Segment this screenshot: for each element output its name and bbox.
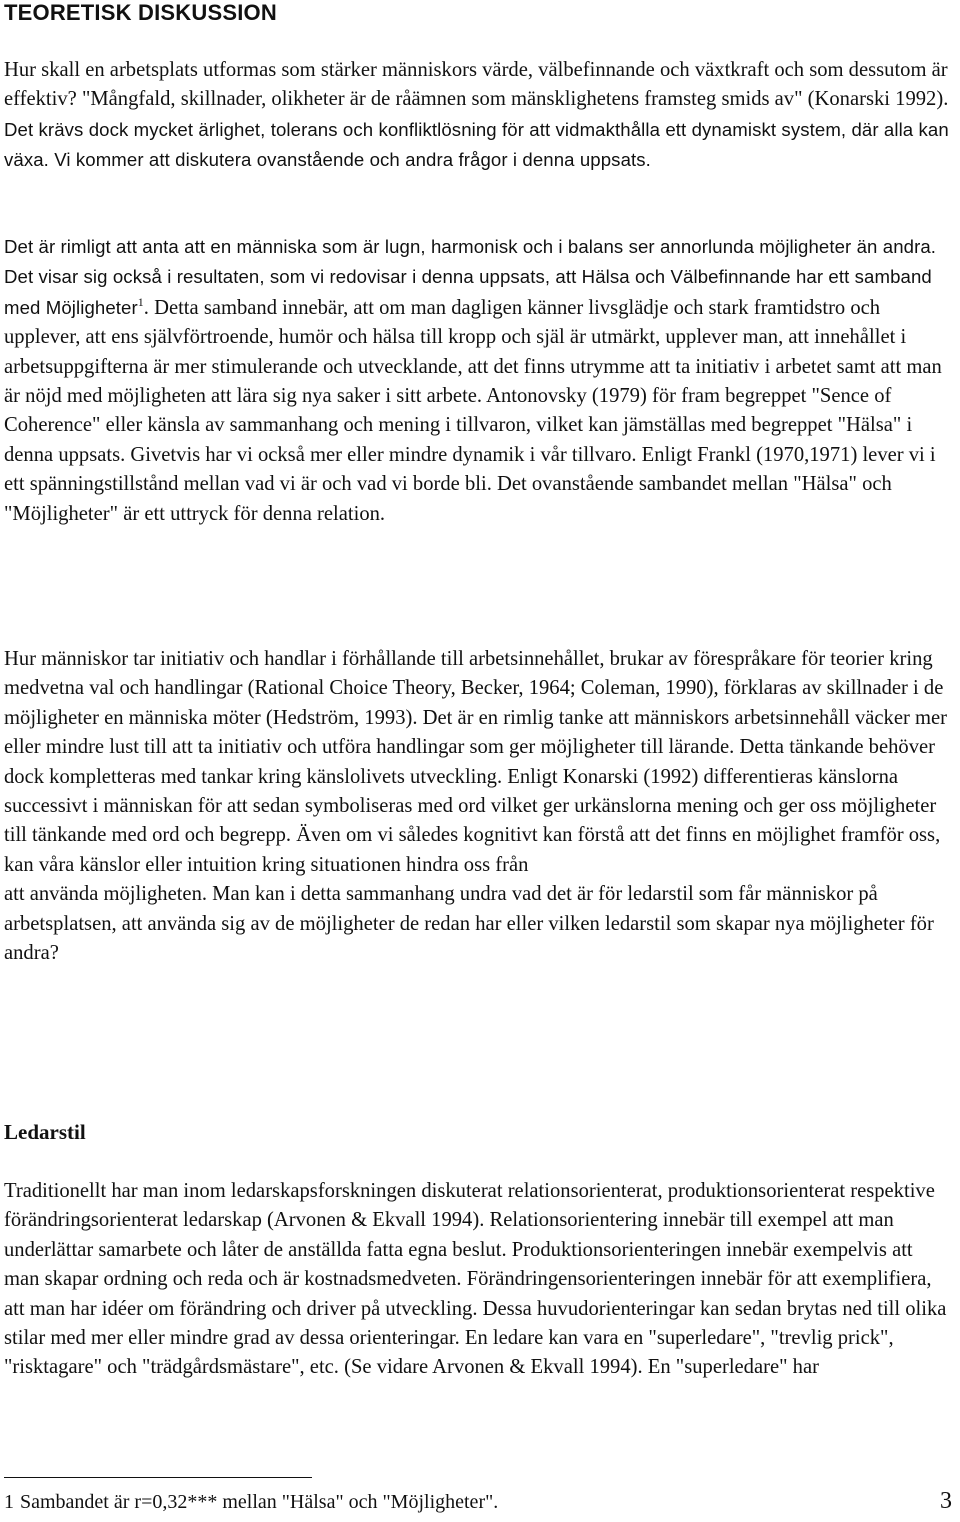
paragraph-health: [4, 232, 952, 529]
paragraph-health-serif: . Detta samband innebär, att om man dagligen känner livsglädje och stark framtidstro och upplever, att ens självförtroende, humör och hälsa till kropp och själ är utmärkt, upplever man, att innehållet i arbetsuppgifterna är mer stimulerande och utvecklande, att det finns utrymme att ta initiativ i arbetet samt att man är nöjd med möjligheten att lära sig nya saker i sitt arbete. Antonovsky (1979) för fram begreppet "Sence of Coherence" eller känsla av sammanhang och mening i tillvaron, vilket kan jämställas med begreppet "Hälsa" i denna uppsats. Givetvis har vi också mer eller mindre dynamik i vår tillvaro. Enligt Frankl (1970,1971) lever vi i ett spänningstillstånd mellan vad vi är och vad vi borde bli. Det ovanstående sambandet mellan "Hälsa" och "Möjligheter" är ett uttryck för denna relation.: [4, 296, 942, 525]
paragraph-intro-sans: Det krävs dock mycket ärlighet, tolerans och konfliktlösning för att vidmakthålla ett dynamiskt system, där alla kan växa. Vi kommer att diskutera ovanstående och andra frågor i denna uppsats.: [4, 118, 949, 171]
paragraph-health-sans: Det är rimligt att anta att en människa som är lugn, harmonisk och i balans ser annorlunda möjligheter än andra. Det visar sig också i resultaten, som vi redovisar i denna uppsats, att Hälsa och Välbefinnande har ett samband med Möjligheter: [4, 236, 937, 318]
subheading-ledarstil: Ledarstil: [4, 1120, 86, 1144]
footnote-divider: [4, 1477, 312, 1478]
footnote-text: Sambandet är r=0,32*** mellan "Hälsa" och "Möjligheter".: [20, 1491, 499, 1513]
paragraph-initiative: [4, 645, 952, 968]
paragraph-intro-serif: Hur skall en arbetsplats utformas som stärker människors värde, välbefinnande och växtkraft och som dessutom är effektiv? "Mångfald, skillnader, olikheter är de råämnen som mänsklighetens framsteg smids av" (Konarski 1992).: [4, 59, 949, 111]
paragraph-ledarstil: Traditionellt har man inom ledarskapsforskningen diskuterat relationsorienterat, produktionsorienterat respektive förändringsorienterat ledarskap (Arvonen & Ekvall 1994). Relationsorientering innebär till exempel att man underlättar samarbete och låter de anställda fatta egna beslut. Produktionsorienteringen innebär exempelvis att man skapar ordning och reda och är kostnadsmedveten. Förändringensorienteringen innebär för att exemplifiera, att man har idéer om förändring och driver på utveckling. Dessa huvudorienteringar kan sedan brytas ned till olika stilar med mer eller mindre grad av dessa orienteringar. En ledare kan vara en "superledare", "trevlig prick", "risktagare" och "trädgårdsmästare", etc. (Se vidare Arvonen & Ekvall 1994). En "superledare" har: [4, 1180, 947, 1379]
footnote-number: 1: [4, 1491, 14, 1513]
document-page: [4, 0, 952, 1379]
page-number: 3: [940, 1488, 952, 1514]
paragraph-initiative-continued: att använda möjligheten. Man kan i detta sammanhang undra vad det är för ledarstil som får människor på arbetsplatsen, att använda sig av de möjligheter de redan har eller vilken ledarstil som skapar nya möjligheter för andra?: [4, 883, 934, 965]
footnote: [4, 1489, 498, 1515]
section-heading: TEORETISK DISKUSSION: [4, 0, 277, 25]
paragraph-initiative-text: Hur människor tar initiativ och handlar i förhållande till arbetsinnehållet, brukar av förespråkare för teorier kring medvetna val och handlingar (Rational Choice Theory, Becker, 1964; Coleman, 1990), förklaras av skillnader i de möjligheter en människa möter (Hedström, 1993). Det är en rimlig tanke att människors arbetsinnehåll väcker mer eller mindre lust till att ta initiativ och utföra handlingar som ger möjligheter till lärande. Detta tänkande behöver dock kompletteras med tankar kring känslolivets utveckling. Enligt Konarski (1992) differentieras känslorna successivt i människan för att sedan symboliseras med ord vilket ger urkänslorna mening och ger oss möjligheter till tänkande med ord och begrepp. Även om vi således kognitivt kan förstå att det finns en möjlighet framför oss, kan våra känslor eller intuition kring situationen hindra oss från: [4, 648, 948, 876]
footnote-reference[interactable]: 1: [137, 294, 144, 309]
paragraph-intro: [4, 56, 952, 176]
